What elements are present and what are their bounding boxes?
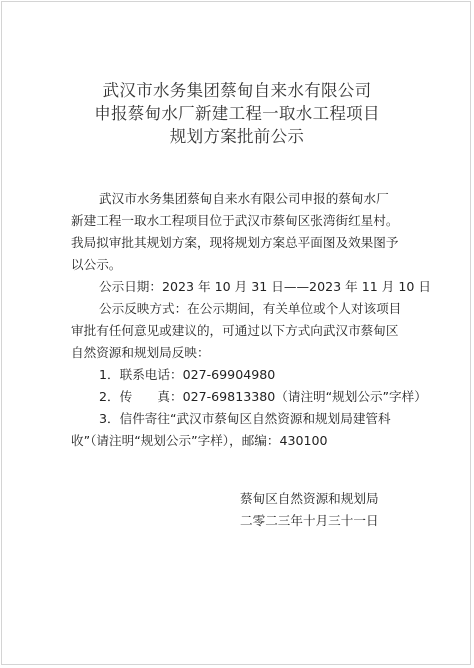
signature-org: 蔡甸区自然资源和规划局 bbox=[240, 491, 379, 506]
body-line-1: 武汉市水务集团蔡甸自来水有限公司申报的蔡甸水厂 bbox=[99, 191, 389, 206]
contact-fax: 2．传 真：027-69813380（请注明“规划公示”字样） bbox=[99, 389, 427, 404]
body-line-3: 我局拟审批其规划方案，现将规划方案总平面图及效果图予 bbox=[71, 235, 399, 250]
contact-mail: 3．信件寄往“武汉市蔡甸区自然资源和规划局建管科 bbox=[99, 411, 391, 426]
title-line-1: 武汉市水务集团蔡甸自来水有限公司 bbox=[102, 81, 372, 100]
contact-phone: 1．联系电话：027-69904980 bbox=[99, 367, 276, 382]
body-line-4: 以公示。 bbox=[71, 257, 122, 272]
feedback-intro: 公示反映方式：在公示期间，有关单位或个人对该项目 bbox=[99, 301, 402, 316]
body-line-8: 自然资源和规划局反映： bbox=[71, 345, 210, 360]
contact-mail-cont: 收”（请注明“规划公示”字样），邮编：430100 bbox=[71, 433, 328, 448]
title-line-2: 申报蔡甸水厂新建工程一取水工程项目 bbox=[94, 104, 380, 123]
signature-date: 二零二三年十月三十一日 bbox=[240, 513, 379, 528]
title-line-3: 规划方案批前公示 bbox=[169, 127, 305, 146]
publicity-dates: 公示日期：2023 年 10 月 31 日——2023 年 11 月 10 日 bbox=[99, 279, 431, 294]
body-line-2: 新建工程一取水工程项目位于武汉市蔡甸区张湾街红星村。 bbox=[71, 213, 399, 228]
body-line-7: 审批有任何意见或建议的，可通过以下方式向武汉市蔡甸区 bbox=[71, 323, 399, 338]
